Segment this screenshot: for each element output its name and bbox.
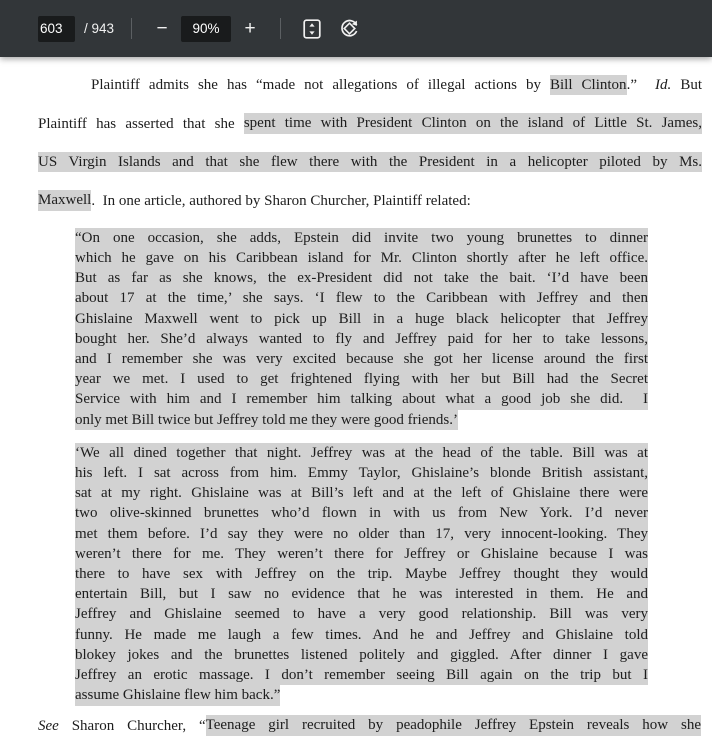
fit-to-page-button[interactable] bbox=[298, 14, 326, 44]
text-line bbox=[75, 564, 648, 584]
text-segment: But bbox=[671, 77, 703, 93]
zoom-level-display: 90% bbox=[181, 16, 231, 42]
highlighted-text: only met Bill twice but Jeffrey told me they were good friends.’ bbox=[75, 410, 458, 430]
highlighted-text: spent time with President Clinton on the island of Little St. James, bbox=[244, 113, 702, 133]
highlighted-text: assume Ghislaine flew him back.” bbox=[75, 685, 280, 705]
blockquote-churcher-article-2 bbox=[75, 443, 648, 706]
text-line bbox=[75, 544, 648, 564]
text-line bbox=[75, 349, 648, 369]
text-line bbox=[75, 369, 648, 389]
text-line bbox=[75, 665, 648, 685]
highlighted-text: funny. He made me laugh a few times. And he and Jeffrey and Ghislaine told bbox=[75, 625, 648, 645]
pdf-toolbar bbox=[0, 0, 712, 57]
blockquote-churcher-article-1 bbox=[75, 228, 648, 430]
fit-to-page-icon bbox=[303, 19, 321, 39]
text-line bbox=[75, 605, 648, 625]
text-line bbox=[38, 143, 702, 182]
text-segment: Plaintiff admits she has “made not allegations of illegal actions by bbox=[91, 77, 550, 93]
highlighted-text: met them before. I’d say they were no older than 17, very innocent-looking. They bbox=[75, 524, 648, 544]
highlighted-text: blokey jokes and the brunettes listened politely and giggled. After dinner I gave bbox=[75, 645, 648, 665]
text-line bbox=[38, 66, 702, 105]
text-line bbox=[75, 645, 648, 665]
text-line bbox=[75, 584, 648, 604]
text-segment: See bbox=[38, 717, 59, 734]
text-line bbox=[38, 714, 701, 738]
highlighted-text: bought her. She’d always wanted to fly and Jeffrey paid for her to take lessons, bbox=[75, 329, 648, 349]
highlighted-text: two olive-skinned brunettes who’d flown in with us from New York. I’d never bbox=[75, 503, 648, 523]
highlighted-text: Service with him and I remember him talking about what a good job she did. I bbox=[75, 389, 648, 409]
text-line bbox=[75, 289, 648, 309]
toolbar-divider bbox=[131, 18, 132, 39]
toolbar-divider bbox=[280, 18, 281, 39]
highlighted-text: there to have sex with Jeffrey on the trip. Maybe Jeffrey thought they would bbox=[75, 564, 648, 584]
paragraph-plaintiff-admits bbox=[38, 66, 702, 220]
text-line bbox=[75, 248, 648, 268]
highlighted-text: and I remember she was very excited because she got her license around the first bbox=[75, 349, 648, 369]
citation-sharon-churcher bbox=[38, 714, 701, 738]
text-segment: . In one article, authored by Sharon Churcher, Plaintiff related: bbox=[91, 192, 471, 209]
rotate-counterclockwise-icon bbox=[339, 18, 360, 39]
text-segment: .” bbox=[626, 77, 656, 93]
text-line bbox=[38, 182, 702, 221]
highlighted-text: But as far as she knows, the ex-President did not take the bait. ‘I’d have been bbox=[75, 268, 648, 288]
highlighted-text: sat at my right. Ghislaine was at Bill’s left and at the left of Ghislaine there were bbox=[75, 483, 648, 503]
highlighted-text: ‘We all dined together that night. Jeffrey was at the head of the table. Bill was at bbox=[75, 443, 648, 463]
highlighted-text: year we met. I used to get frightened flying with her but Bill had the Secret bbox=[75, 369, 648, 389]
zoom-out-button[interactable]: − bbox=[149, 14, 175, 44]
text-line bbox=[75, 685, 648, 705]
page-number-input[interactable] bbox=[38, 16, 75, 42]
text-line bbox=[75, 625, 648, 645]
highlighted-text: “On one occasion, she adds, Epstein did invite two young brunettes to dinner bbox=[75, 228, 648, 248]
page-count-label: / 943 bbox=[84, 21, 115, 36]
highlighted-text: Jeffrey and Ghislaine seemed to have a very good relationship. Bill was very bbox=[75, 604, 648, 624]
highlighted-text: Teenage girl recruited by peadophile Jeffrey Epstein reveals how she bbox=[206, 715, 701, 735]
text-line bbox=[75, 329, 648, 349]
text-line bbox=[75, 309, 648, 329]
highlighted-text: entertain Bill, but I saw no evidence that he was interested in them. He and bbox=[75, 584, 648, 604]
highlighted-text: which he gave on his Caribbean island for Mr. Clinton shortly after he left office. bbox=[75, 248, 648, 268]
text-line bbox=[75, 390, 648, 410]
highlighted-text: about 17 at the time,’ she says. ‘I flew to the Caribbean with Jeffrey and then bbox=[75, 288, 648, 308]
text-segment: Plaintiff has asserted that she bbox=[38, 115, 244, 132]
text-line bbox=[38, 105, 702, 144]
highlighted-text: weren’t there for me. They weren’t there for Jeffrey or Ghislaine because I was bbox=[75, 544, 648, 564]
text-line bbox=[75, 483, 648, 503]
highlighted-text: Jeffrey an erotic massage. I don’t remember seeing Bill again on the trip but I bbox=[75, 665, 648, 685]
text-segment: Sharon Churcher, “ bbox=[58, 717, 206, 734]
text-line bbox=[75, 268, 648, 288]
text-segment: Id. bbox=[655, 77, 672, 93]
text-line bbox=[75, 524, 648, 544]
pdf-page bbox=[0, 57, 712, 750]
rotate-button[interactable] bbox=[335, 14, 363, 44]
text-line bbox=[75, 463, 648, 483]
highlighted-text: Ghislaine Maxwell went to pick up Bill in a huge black helicopter that Jeffrey bbox=[75, 309, 648, 329]
text-line bbox=[75, 228, 648, 248]
highlighted-text: his left. I sat across from him. Emmy Taylor, Ghislaine’s blonde British assistant, bbox=[75, 463, 648, 483]
text-line bbox=[75, 504, 648, 524]
highlighted-text: US Virgin Islands and that she flew there with the President in a helicopter piloted by Ms. bbox=[38, 152, 702, 172]
text-line bbox=[75, 410, 648, 430]
zoom-in-button[interactable]: + bbox=[237, 14, 263, 44]
highlighted-text: Bill Clinton bbox=[550, 75, 627, 95]
highlighted-text: Maxwell bbox=[38, 190, 91, 210]
text-line bbox=[75, 443, 648, 463]
